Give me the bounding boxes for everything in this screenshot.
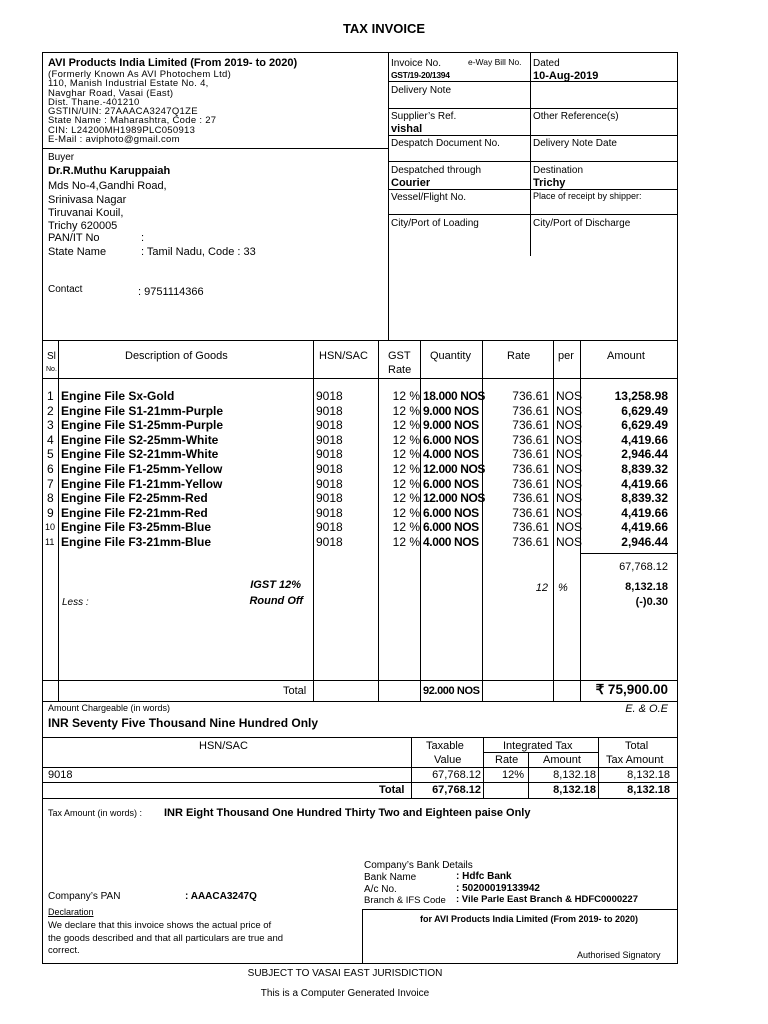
tax-col-amount bbox=[598, 737, 599, 799]
item-per: NOS bbox=[556, 418, 583, 433]
destination-label: Destination bbox=[533, 165, 584, 176]
declaration-label: Declaration bbox=[48, 907, 94, 917]
item-desc: Engine File S1-25mm-Purple bbox=[61, 418, 224, 433]
supplier-ref-value: vishal bbox=[391, 123, 423, 135]
tax-col-hsn bbox=[411, 737, 412, 799]
invoice-no-value: GST/19-20/1394 bbox=[391, 70, 450, 80]
city-discharge-label: City/Port of Discharge bbox=[533, 218, 631, 229]
item-per: NOS bbox=[556, 432, 583, 447]
declaration-line: correct. bbox=[48, 945, 80, 956]
seller-email: E-Mail : aviphoto@gmail.com bbox=[48, 134, 180, 146]
buyer-address-line: Tiruvanai Kouil, bbox=[48, 207, 124, 219]
company-pan-value: : AAACA3247Q bbox=[185, 891, 257, 902]
table-row bbox=[0, 389, 768, 404]
item-qty: 6.000 NOS bbox=[423, 432, 479, 447]
total-quantity: 92.000 NOS bbox=[423, 685, 480, 697]
header-gst: GST bbox=[388, 350, 411, 362]
integrated-tax-divider bbox=[483, 752, 598, 753]
tax-header-total: Total bbox=[625, 740, 649, 752]
item-gst: 12 % bbox=[392, 432, 420, 447]
item-qty: 12.000 NOS bbox=[423, 491, 486, 506]
item-sl: 11 bbox=[45, 537, 55, 547]
item-desc: Engine File F2-25mm-Red bbox=[61, 491, 208, 506]
tax-row-total: 8,132.18 bbox=[627, 769, 670, 781]
tax-row-amount: 8,132.18 bbox=[553, 769, 596, 781]
authorised-signatory-label: Authorised Signatory bbox=[577, 950, 661, 960]
item-desc: Engine File F3-25mm-Blue bbox=[61, 520, 212, 535]
item-qty: 6.000 NOS bbox=[423, 476, 479, 491]
computer-generated-text: This is a Computer Generated Invoice bbox=[260, 988, 430, 999]
bank-name-label: Bank Name bbox=[364, 872, 417, 883]
meta-row-line bbox=[388, 214, 678, 215]
item-amount: 8,839.32 bbox=[621, 491, 668, 506]
table-row bbox=[0, 447, 768, 462]
meta-row-line bbox=[388, 161, 678, 162]
vessel-label: Vessel/Flight No. bbox=[391, 192, 467, 203]
branch-ifsc-label: Branch & IFS Code bbox=[364, 895, 446, 906]
item-qty: 4.000 NOS bbox=[423, 447, 479, 462]
subtotal-line bbox=[580, 553, 678, 554]
despatched-through-label: Despatched through bbox=[391, 165, 482, 176]
item-gst: 12 % bbox=[392, 462, 420, 476]
tax-row-rate: 12% bbox=[501, 769, 524, 781]
tax-table-bottom bbox=[42, 798, 678, 799]
eoe-label: E. & O.E bbox=[625, 703, 668, 715]
items-header-bottom bbox=[42, 378, 678, 379]
table-row bbox=[0, 535, 768, 550]
item-amount: 2,946.44 bbox=[621, 447, 668, 462]
jurisdiction-text: SUBJECT TO VASAI EAST JURISDICTION bbox=[247, 968, 443, 979]
item-per: NOS bbox=[556, 520, 583, 535]
header-no: No. bbox=[46, 366, 57, 373]
grand-total-amount: ₹ 75,900.00 bbox=[595, 682, 668, 697]
item-qty: 18.000 NOS bbox=[423, 389, 486, 403]
item-qty: 12.000 NOS bbox=[423, 462, 486, 476]
item-rate: 736.61 bbox=[512, 462, 549, 476]
declaration-line: the goods described and that all particulars are true and bbox=[48, 933, 284, 944]
header-per: per bbox=[558, 350, 574, 362]
buyer-address-line: Mds No-4,Gandhi Road, bbox=[48, 180, 167, 192]
item-hsn: 9018 bbox=[316, 432, 343, 447]
delivery-note-label: Delivery Note bbox=[391, 85, 452, 96]
item-rate: 736.61 bbox=[512, 418, 549, 433]
meta-row-line bbox=[388, 108, 678, 109]
meta-column-separator bbox=[530, 52, 531, 256]
item-per: NOS bbox=[556, 389, 583, 403]
tax-header-amount: Amount bbox=[543, 754, 581, 766]
buyer-pan-label: PAN/IT No bbox=[48, 232, 100, 244]
table-row bbox=[0, 462, 768, 477]
seller-line: Navghar Road, Vasai (East) bbox=[48, 87, 174, 99]
frame-top bbox=[42, 52, 678, 53]
buyer-contact-value: : 9751114366 bbox=[138, 286, 204, 298]
table-row bbox=[0, 520, 768, 535]
item-desc: Engine File F3-21mm-Blue bbox=[61, 535, 212, 549]
item-rate: 736.61 bbox=[512, 432, 549, 447]
item-amount: 13,258.98 bbox=[614, 389, 668, 403]
destination-value: Trichy bbox=[533, 177, 566, 189]
dated-label: Dated bbox=[533, 58, 560, 69]
seller-gstin: GSTIN/UIN: 27AAACA3247Q1ZE bbox=[48, 106, 198, 118]
header-hsn: HSN/SAC bbox=[319, 350, 368, 362]
tax-table-top bbox=[42, 737, 678, 738]
item-sl: 7 bbox=[47, 476, 54, 491]
supplier-ref-label: Supplier’s Ref. bbox=[391, 111, 457, 122]
item-gst: 12 % bbox=[392, 418, 420, 433]
tax-amount-in-words: INR Eight Thousand One Hundred Thirty Two and Eighteen paise Only bbox=[164, 807, 531, 819]
item-desc: Engine File S1-21mm-Purple bbox=[61, 403, 224, 418]
igst-amount: 8,132.18 bbox=[625, 581, 668, 593]
item-amount: 4,419.66 bbox=[621, 505, 668, 520]
item-hsn: 9018 bbox=[316, 491, 343, 506]
tax-row-taxable: 67,768.12 bbox=[432, 769, 481, 781]
city-loading-label: City/Port of Loading bbox=[391, 218, 479, 229]
table-row bbox=[0, 477, 768, 492]
tax-total-amount: 8,132.18 bbox=[553, 784, 596, 796]
round-off-amount: (-)0.30 bbox=[635, 596, 668, 608]
item-hsn: 9018 bbox=[316, 476, 343, 491]
less-label: Less : bbox=[62, 597, 89, 608]
seller-cin: CIN: L24200MH1989PLC050913 bbox=[48, 124, 196, 136]
item-per: NOS bbox=[556, 462, 583, 476]
frame-bottom bbox=[42, 963, 678, 964]
branch-ifsc-value: : Vile Parle East Branch & HDFC0000227 bbox=[456, 894, 638, 905]
item-amount: 2,946.44 bbox=[621, 535, 668, 549]
table-row bbox=[0, 418, 768, 433]
item-hsn: 9018 bbox=[316, 520, 343, 535]
table-row bbox=[0, 433, 768, 448]
item-hsn: 9018 bbox=[316, 389, 343, 403]
item-qty: 9.000 NOS bbox=[423, 403, 479, 418]
tax-total-label: Total bbox=[379, 784, 405, 796]
item-hsn: 9018 bbox=[316, 418, 343, 433]
item-sl: 6 bbox=[47, 462, 54, 476]
for-company-label: for AVI Products India Limited (From 2019- to 2020) bbox=[420, 914, 639, 924]
item-rate: 736.61 bbox=[512, 505, 549, 520]
item-hsn: 9018 bbox=[316, 447, 343, 462]
item-per: NOS bbox=[556, 535, 583, 549]
item-gst: 12 % bbox=[392, 491, 420, 506]
item-gst: 12 % bbox=[392, 520, 420, 535]
bank-details-title: Company’s Bank Details bbox=[364, 860, 473, 871]
tax-header-rate: Rate bbox=[495, 754, 519, 766]
item-sl: 8 bbox=[47, 491, 54, 506]
item-rate: 736.61 bbox=[512, 447, 549, 462]
buyer-pan-value: : bbox=[141, 232, 145, 244]
item-rate: 736.61 bbox=[512, 389, 549, 403]
header-quantity: Quantity bbox=[430, 350, 471, 362]
item-gst: 12 % bbox=[392, 389, 420, 403]
item-hsn: 9018 bbox=[316, 403, 343, 418]
place-receipt-label: Place of receipt by shipper: bbox=[533, 191, 642, 201]
other-ref-label: Other Reference(s) bbox=[533, 111, 619, 122]
item-amount: 4,419.66 bbox=[621, 520, 668, 535]
items-table-top bbox=[42, 340, 678, 341]
item-amount: 4,419.66 bbox=[621, 432, 668, 447]
total-row-bottom bbox=[42, 701, 678, 702]
item-sl: 5 bbox=[47, 447, 54, 462]
item-sl: 3 bbox=[47, 418, 54, 433]
seller-line: (Formerly Known As AVI Photochem Ltd) bbox=[48, 69, 232, 80]
buyer-state-value: : Tamil Nadu, Code : 33 bbox=[141, 246, 256, 258]
seller-line: Dist. Thane.-401210 bbox=[48, 96, 140, 108]
item-desc: Engine File S2-21mm-White bbox=[61, 447, 219, 462]
meta-row-line bbox=[388, 189, 678, 190]
item-desc: Engine File S2-25mm-White bbox=[61, 432, 219, 447]
account-no-label: A/c No. bbox=[364, 884, 397, 895]
tax-header-taxable: Taxable bbox=[426, 740, 464, 752]
item-rate: 736.61 bbox=[512, 491, 549, 506]
item-per: NOS bbox=[556, 491, 583, 506]
declaration-line: We declare that this invoice shows the actual price of bbox=[48, 920, 272, 931]
item-qty: 6.000 NOS bbox=[423, 520, 479, 535]
buyer-contact-label: Contact bbox=[48, 284, 83, 295]
item-qty: 6.000 NOS bbox=[423, 505, 479, 520]
item-sl: 1 bbox=[47, 389, 54, 403]
seller-state: State Name : Maharashtra, Code : 27 bbox=[48, 115, 217, 127]
seller-name: AVI Products India Limited (From 2019- to 2020) bbox=[48, 57, 298, 69]
item-hsn: 9018 bbox=[316, 505, 343, 520]
invoice-title: TAX INVOICE bbox=[342, 21, 426, 36]
item-desc: Engine File F2-21mm-Red bbox=[61, 505, 208, 520]
signatory-box-left bbox=[362, 909, 363, 963]
eway-bill-label: e-Way Bill No. bbox=[468, 57, 522, 67]
tax-header-integrated: Integrated Tax bbox=[503, 740, 573, 752]
tax-total-total: 8,132.18 bbox=[627, 784, 670, 796]
item-hsn: 9018 bbox=[316, 535, 343, 549]
item-rate: 736.61 bbox=[512, 520, 549, 535]
despatch-doc-label: Despatch Document No. bbox=[391, 138, 500, 149]
header-rate: Rate bbox=[507, 350, 531, 362]
tax-row-bottom bbox=[42, 782, 678, 783]
header-separator bbox=[388, 52, 389, 340]
igst-label: IGST 12% bbox=[250, 579, 301, 591]
total-label: Total bbox=[283, 685, 307, 697]
seller-buyer-divider bbox=[42, 148, 388, 149]
tax-total-taxable: 67,768.12 bbox=[432, 784, 481, 796]
item-sl: 4 bbox=[47, 432, 54, 447]
item-sl: 2 bbox=[47, 403, 54, 418]
round-off-label: Round Off bbox=[249, 595, 303, 607]
item-gst: 12 % bbox=[392, 505, 420, 520]
tax-header-bottom bbox=[42, 767, 678, 768]
table-row bbox=[0, 491, 768, 506]
item-gst: 12 % bbox=[392, 447, 420, 462]
header-sl: Sl bbox=[47, 351, 56, 362]
header-gst-rate: Rate bbox=[388, 364, 412, 376]
header-amount: Amount bbox=[607, 350, 645, 362]
header-description: Description of Goods bbox=[125, 350, 228, 362]
item-per: NOS bbox=[556, 447, 583, 462]
tax-header-value: Value bbox=[434, 754, 462, 766]
table-row bbox=[0, 506, 768, 521]
invoice-no-label: Invoice No. bbox=[391, 58, 442, 69]
item-rate: 736.61 bbox=[512, 403, 549, 418]
table-row bbox=[0, 404, 768, 419]
tax-col-taxable bbox=[483, 737, 484, 799]
despatched-through-value: Courier bbox=[391, 177, 431, 189]
buyer-label: Buyer bbox=[48, 152, 75, 163]
buyer-state-label: State Name bbox=[48, 246, 107, 258]
buyer-name: Dr.R.Muthu Karuppaiah bbox=[48, 165, 171, 177]
item-sl: 9 bbox=[47, 505, 54, 520]
buyer-address-line: Srinivasa Nagar bbox=[48, 194, 127, 206]
item-rate: 736.61 bbox=[512, 476, 549, 491]
buyer-address-line: Trichy 620005 bbox=[48, 220, 118, 232]
tax-row-hsn: 9018 bbox=[48, 769, 73, 781]
item-qty: 9.000 NOS bbox=[423, 418, 479, 433]
item-per: NOS bbox=[556, 476, 583, 491]
total-row-top bbox=[42, 680, 678, 681]
account-no-value: : 50200019133942 bbox=[456, 883, 540, 894]
tax-header-hsn: HSN/SAC bbox=[199, 740, 248, 752]
item-per: NOS bbox=[556, 505, 583, 520]
amount-words-label: Amount Chargeable (in words) bbox=[48, 703, 171, 713]
item-amount: 4,419.66 bbox=[621, 476, 668, 491]
item-desc: Engine File Sx-Gold bbox=[61, 389, 175, 403]
igst-rate: 12 bbox=[535, 582, 548, 594]
item-gst: 12 % bbox=[392, 403, 420, 418]
signatory-box-top bbox=[362, 909, 678, 910]
item-amount: 6,629.49 bbox=[621, 418, 668, 433]
item-sl: 10 bbox=[45, 522, 56, 533]
seller-line: 110, Manish Industrial Estate No. 4, bbox=[48, 78, 209, 90]
item-hsn: 9018 bbox=[316, 462, 343, 476]
amount-in-words: INR Seventy Five Thousand Nine Hundred Only bbox=[48, 716, 319, 730]
item-gst: 12 % bbox=[392, 535, 420, 549]
tax-header-tax-amount: Tax Amount bbox=[606, 754, 664, 766]
seller-address bbox=[48, 70, 231, 144]
bank-name-value: : Hdfc Bank bbox=[456, 871, 512, 882]
item-rate: 736.61 bbox=[512, 535, 549, 549]
igst-percent: % bbox=[558, 582, 568, 594]
item-gst: 12 % bbox=[392, 476, 420, 491]
delivery-note-date-label: Delivery Note Date bbox=[533, 138, 617, 149]
item-desc: Engine File F1-25mm-Yellow bbox=[61, 462, 223, 476]
item-amount: 6,629.49 bbox=[621, 403, 668, 418]
meta-row-line bbox=[388, 81, 678, 82]
tax-col-rate bbox=[528, 752, 529, 799]
meta-row-line bbox=[388, 135, 678, 136]
item-amount: 8,839.32 bbox=[621, 462, 668, 476]
tax-words-label: Tax Amount (in words) : bbox=[48, 808, 143, 818]
dated-value: 10-Aug-2019 bbox=[533, 70, 599, 82]
company-pan-label: Company’s PAN bbox=[48, 891, 121, 902]
item-qty: 4.000 NOS bbox=[423, 535, 479, 549]
item-desc: Engine File F1-21mm-Yellow bbox=[61, 476, 223, 491]
item-per: NOS bbox=[556, 403, 583, 418]
subtotal-amount: 67,768.12 bbox=[619, 561, 668, 573]
